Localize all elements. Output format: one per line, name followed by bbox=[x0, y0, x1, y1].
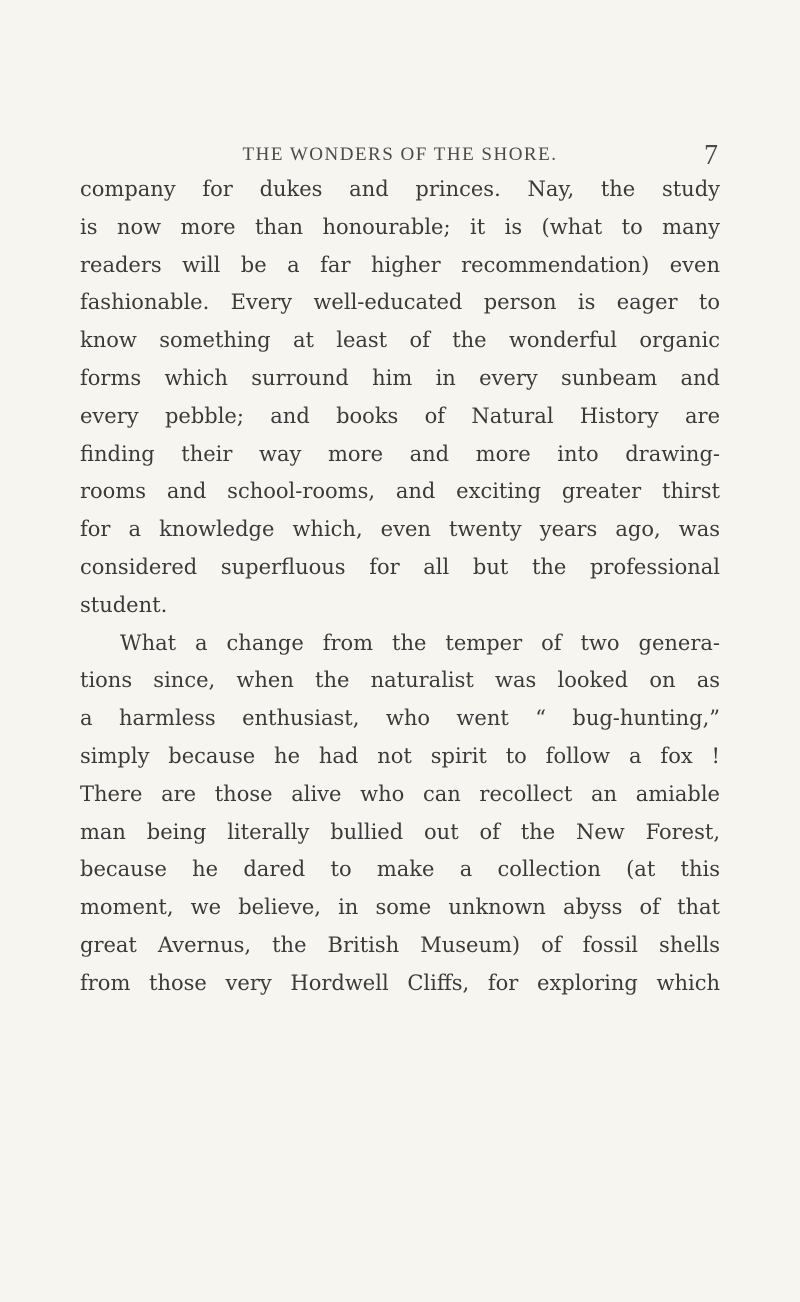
text-line: company for dukes and princes. Nay, the study bbox=[80, 177, 720, 201]
text-line: a harmless enthusiast, who went “ bug-hunting,” bbox=[80, 706, 720, 731]
text-line: forms which surround him in every sunbeam and bbox=[80, 365, 720, 390]
text-line: know something at least of the wonderful organic bbox=[80, 328, 720, 353]
text-line: great Avernus, the British Museum) of fossil shells bbox=[80, 932, 720, 957]
text-line: tions since, when the naturalist was looked on as bbox=[80, 668, 720, 693]
text-line: from those very Hordwell Cliffs, for exploring which bbox=[80, 970, 720, 995]
text-line: considered superfluous for all but the professional bbox=[80, 554, 720, 579]
text-line: man being literally bullied out of the New Forest, bbox=[80, 819, 720, 844]
text-line: is now more than honourable; it is (what to many bbox=[80, 214, 720, 239]
text-line: moment, we believe, in some unknown abyss of that bbox=[80, 895, 720, 920]
body-text bbox=[80, 171, 720, 1003]
page-number: 7 bbox=[704, 140, 718, 171]
text-line: There are those alive who can recollect an amiable bbox=[80, 781, 720, 806]
text-line: finding their way more and more into drawing- bbox=[80, 441, 720, 466]
paragraph-end-line: student. bbox=[80, 592, 168, 617]
text-line: fashionable. Every well-educated person is eager to bbox=[80, 290, 720, 315]
text-line: rooms and school-rooms, and exciting greater thirst bbox=[80, 479, 720, 504]
text-line: every pebble; and books of Natural History are bbox=[80, 403, 720, 428]
text-line: for a knowledge which, even twenty years ago, was bbox=[80, 517, 720, 542]
paragraph-start-line: What a change from the temper of two genera- bbox=[120, 630, 720, 655]
running-title: THE WONDERS OF THE SHORE. bbox=[242, 144, 558, 165]
text-line: because he dared to make a collection (at this bbox=[80, 857, 720, 882]
text-line: readers will be a far higher recommendation) even bbox=[80, 252, 720, 277]
text-line: simply because he had not spirit to follow a fox ! bbox=[80, 743, 720, 768]
